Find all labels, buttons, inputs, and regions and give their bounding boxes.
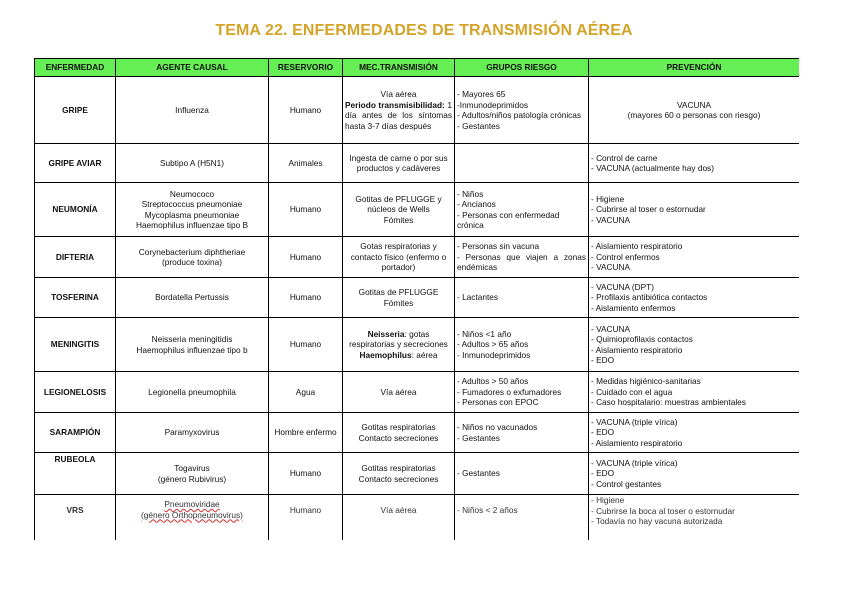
- prevention-line: - VACUNA (triple vírica): [591, 416, 678, 427]
- risk-cell: [455, 237, 589, 278]
- risk-cell: [455, 77, 589, 144]
- prevention-line: - EDO: [591, 427, 615, 438]
- risk-line: - Adultos > 65 años: [457, 339, 529, 350]
- prevention-line: - Medidas higiénico-sanitarias: [591, 376, 701, 387]
- header-prevencion: PREVENCIÓN: [589, 59, 800, 77]
- table-row: [35, 183, 800, 237]
- risk-line: - Niños no vacunados: [457, 422, 538, 432]
- disease-name: TOSFERINA: [35, 278, 116, 318]
- prevention-line: - Profilaxis antibiótica contactos: [591, 292, 708, 303]
- header-enfermedad: ENFERMEDAD: [35, 59, 116, 77]
- agent-line: (género Rubivirus): [157, 473, 227, 484]
- transmission-haemophilus-label: Haemophilus: [359, 349, 412, 360]
- agent-line: (género Orthopneumovirus): [141, 509, 243, 520]
- prevention-line: - VACUNA: [591, 262, 631, 273]
- risk-cell: [455, 144, 589, 183]
- prevention-cell: [589, 413, 800, 453]
- agent-cell: [116, 183, 269, 237]
- prevention-cell: [589, 183, 800, 237]
- agent-line: Neumococo: [169, 188, 215, 199]
- risk-cell: [455, 453, 589, 495]
- risk-line: - Niños <1 año: [457, 328, 512, 339]
- transmission-period-text: 1 día antes de los síntomas hasta 3-7 días después: [345, 99, 452, 131]
- table-row: [35, 495, 800, 541]
- transmission-period-label: Periodo transmisibilidad:: [345, 99, 445, 110]
- risk-cell: [455, 495, 589, 541]
- header-reservorio: RESERVORIO: [269, 59, 343, 77]
- header-agente-causal: AGENTE CAUSAL: [116, 59, 269, 77]
- transmission-line: Vía aérea: [380, 386, 417, 397]
- risk-line: - Gestantes: [457, 432, 500, 443]
- disease-name: NEUMONÍA: [35, 183, 116, 237]
- disease-name: RUBEOLA: [35, 453, 116, 495]
- prevention-line: VACUNA: [677, 99, 711, 110]
- transmission-neisseria-label: Neisseria: [367, 328, 405, 339]
- risk-line: - Mayores 65: [457, 89, 506, 99]
- reservoir-cell: Agua: [269, 372, 343, 413]
- prevention-cell: [589, 495, 800, 541]
- prevention-cell: [589, 278, 800, 318]
- prevention-line: - VACUNA (triple vírica): [591, 457, 678, 468]
- reservoir-cell: Humano: [269, 183, 343, 237]
- transmission-cell: [343, 372, 455, 413]
- risk-line: - Niños < 2 años: [457, 505, 518, 515]
- risk-line: - Personas con enfermedad crónica: [457, 209, 560, 230]
- agent-line: Haemophilus influenzae tipo B: [135, 220, 249, 230]
- risk-line: - Lactantes: [457, 292, 499, 303]
- reservoir-cell: Humano: [269, 318, 343, 372]
- prevention-line: - Caso hospitalario: muestras ambientales: [591, 397, 746, 408]
- prevention-line: - EDO: [591, 468, 615, 479]
- transmission-cell: [343, 413, 455, 453]
- prevention-line: - Aislamiento respiratorio: [591, 437, 683, 448]
- reservoir-cell: Humano: [269, 278, 343, 318]
- transmission-neisseria: [345, 329, 452, 350]
- agent-cell: [116, 278, 269, 318]
- disease-name: GRIPE AVIAR: [35, 144, 116, 183]
- reservoir-cell: Humano: [269, 77, 343, 144]
- risk-cell: [455, 278, 589, 318]
- agent-cell: [116, 453, 269, 495]
- transmission-line: Vía aérea: [380, 89, 417, 99]
- risk-line: - Personas que viajen a zonas endémicas: [457, 251, 586, 273]
- prevention-cell: [589, 318, 800, 372]
- transmission-cell: [343, 453, 455, 495]
- transmission-line: Fómites: [383, 214, 414, 225]
- transmission-haemophilus: [345, 350, 452, 361]
- risk-cell: [455, 413, 589, 453]
- prevention-line: - Cuidado con el agua: [591, 386, 673, 397]
- disease-name: GRIPE: [35, 77, 116, 144]
- prevention-cell: [589, 237, 800, 278]
- agent-line: (produce toxina): [162, 257, 222, 267]
- transmission-line: Gotitas respiratorias: [361, 463, 436, 473]
- agent-cell: [116, 413, 269, 453]
- disease-name: LEGIONELOSIS: [35, 372, 116, 413]
- reservoir-cell: Humano: [269, 453, 343, 495]
- prevention-line: (mayores 60 o personas con riesgo): [627, 110, 761, 120]
- risk-line: - Inmunodeprimidos: [457, 349, 531, 360]
- prevention-line: - Higiene: [591, 495, 625, 505]
- agent-cell: [116, 237, 269, 278]
- prevention-line: - Aislamiento respiratorio: [591, 241, 683, 252]
- transmission-line: Contacto secreciones: [358, 432, 439, 443]
- agent-line: Streptococcus pneumoniae: [141, 199, 243, 209]
- risk-cell: [455, 183, 589, 237]
- disease-name: DIFTERIA: [35, 237, 116, 278]
- disease-name: VRS: [35, 495, 116, 541]
- prevention-cell: [589, 77, 800, 144]
- transmission-line: Contacto secreciones: [358, 473, 439, 484]
- prevention-cell: [589, 144, 800, 183]
- prevention-cell: [589, 372, 800, 413]
- table-row: [35, 453, 800, 495]
- risk-line: - Personas con EPOC: [457, 397, 539, 408]
- transmission-cell: [343, 144, 455, 183]
- prevention-line: - Todavía no hay vacuna autorizada: [591, 516, 723, 526]
- prevention-line: - Cubrirse al toser o estornudar: [591, 204, 706, 215]
- transmission-cell: [343, 183, 455, 237]
- transmission-cell: [343, 77, 455, 144]
- agent-line: Neisseria meningitidis: [151, 334, 233, 344]
- agent-line: Subtipo A (H5N1): [159, 157, 225, 168]
- agent-cell: [116, 372, 269, 413]
- reservoir-cell: Hombre enfermo: [269, 413, 343, 453]
- prevention-line: - VACUNA (actualmente hay dos): [591, 163, 714, 173]
- risk-line: - Niños: [457, 188, 484, 199]
- transmission-cell: [343, 278, 455, 318]
- transmission-line: Gotitas de PFLUGGE y núcleos de Wells: [355, 193, 442, 215]
- reservoir-cell: Humano: [269, 495, 343, 541]
- table-row: [35, 278, 800, 318]
- prevention-line: - VACUNA (DPT): [591, 281, 654, 292]
- prevention-line: - Control de carne: [591, 152, 658, 163]
- table-row: [35, 372, 800, 413]
- transmission-line: Fómites: [383, 297, 414, 308]
- risk-line: - Personas sin vacuna: [457, 241, 540, 252]
- risk-cell: [455, 318, 589, 372]
- header-mec-transmision: MEC.TRANSMISIÓN: [343, 59, 455, 77]
- transmission-cell: [343, 495, 455, 541]
- reservoir-cell: Humano: [269, 237, 343, 278]
- disease-table: [34, 58, 799, 540]
- risk-line: - Fumadores o exfumadores: [457, 386, 562, 397]
- transmission-cell: [343, 318, 455, 372]
- prevention-line: - Aislamiento respiratorio: [591, 344, 683, 355]
- table-row: [35, 237, 800, 278]
- agent-cell: [116, 77, 269, 144]
- prevention-line: - Higiene: [591, 193, 625, 204]
- agent-line: Haemophilus influenzae tipo b: [136, 344, 248, 355]
- agent-line: Bordatella Pertussis: [155, 292, 229, 303]
- risk-line: - Ancianos: [457, 199, 496, 209]
- agent-line: Influenza: [175, 104, 209, 115]
- prevention-cell: [589, 453, 800, 495]
- transmission-haemophilus-text: : aérea: [411, 349, 438, 360]
- prevention-line: - Aislamiento enfermos: [591, 302, 676, 313]
- table-row: [35, 77, 800, 144]
- risk-line: - Adultos > 50 años: [457, 376, 529, 387]
- agent-cell: [116, 318, 269, 372]
- transmission-line: Gotitas respiratorias: [361, 422, 436, 432]
- prevention-line: - VACUNA: [591, 323, 631, 334]
- transmission-neisseria-text: : gotas respiratorias y secreciones: [349, 328, 448, 350]
- page-title: TEMA 22. ENFERMEDADES DE TRANSMISIÓN AÉREA: [215, 22, 633, 39]
- header-grupos-riesgo: GRUPOS RIESGO: [455, 59, 589, 77]
- agent-line: Pneumoviridae: [164, 499, 220, 509]
- agent-cell: [116, 144, 269, 183]
- disease-name: SARAMPIÓN: [35, 413, 116, 453]
- agent-line: Paramyxovirus: [164, 427, 220, 438]
- prevention-line: - VACUNA: [591, 214, 631, 225]
- prevention-line: - EDO: [591, 355, 615, 365]
- table-row: [35, 413, 800, 453]
- table-row: [35, 144, 800, 183]
- reservoir-cell: Animales: [269, 144, 343, 183]
- risk-line: - Gestantes: [457, 120, 500, 131]
- agent-line: Legionella pneumophila: [148, 386, 236, 397]
- prevention-line: - Control enfermos: [591, 251, 660, 262]
- risk-cell: [455, 372, 589, 413]
- disease-name: MENINGITIS: [35, 318, 116, 372]
- prevention-line: - Cubrirse la boca al toser o estornudar: [591, 505, 735, 516]
- transmission-line: Gotitas de PFLUGGE: [358, 287, 439, 297]
- disease-table-container: [34, 58, 799, 540]
- risk-line: - Gestantes: [457, 468, 500, 479]
- transmission-line: Vía aérea: [380, 505, 417, 515]
- risk-line: -Inmunodeprimidos: [457, 99, 529, 110]
- table-row: [35, 318, 800, 372]
- agent-line: Togavirus: [174, 463, 210, 473]
- table-header-row: [35, 59, 800, 77]
- transmission-cell: [343, 237, 455, 278]
- transmission-line: Ingesta de carne o por sus productos y cadáveres: [349, 152, 448, 173]
- risk-line: - Adultos/niños patología crónicas: [457, 110, 582, 120]
- prevention-line: - Control gestantes: [591, 478, 662, 489]
- transmission-line: Gotas respiratorias y contacto físico (enfermo o portador): [350, 241, 447, 273]
- agent-cell: [116, 495, 269, 541]
- agent-line: Mycoplasma pneumoniae: [144, 209, 240, 220]
- agent-line: Corynebacterium diphtheriae: [138, 246, 246, 257]
- prevention-line: - Quimioprofilaxis contactos: [591, 334, 693, 344]
